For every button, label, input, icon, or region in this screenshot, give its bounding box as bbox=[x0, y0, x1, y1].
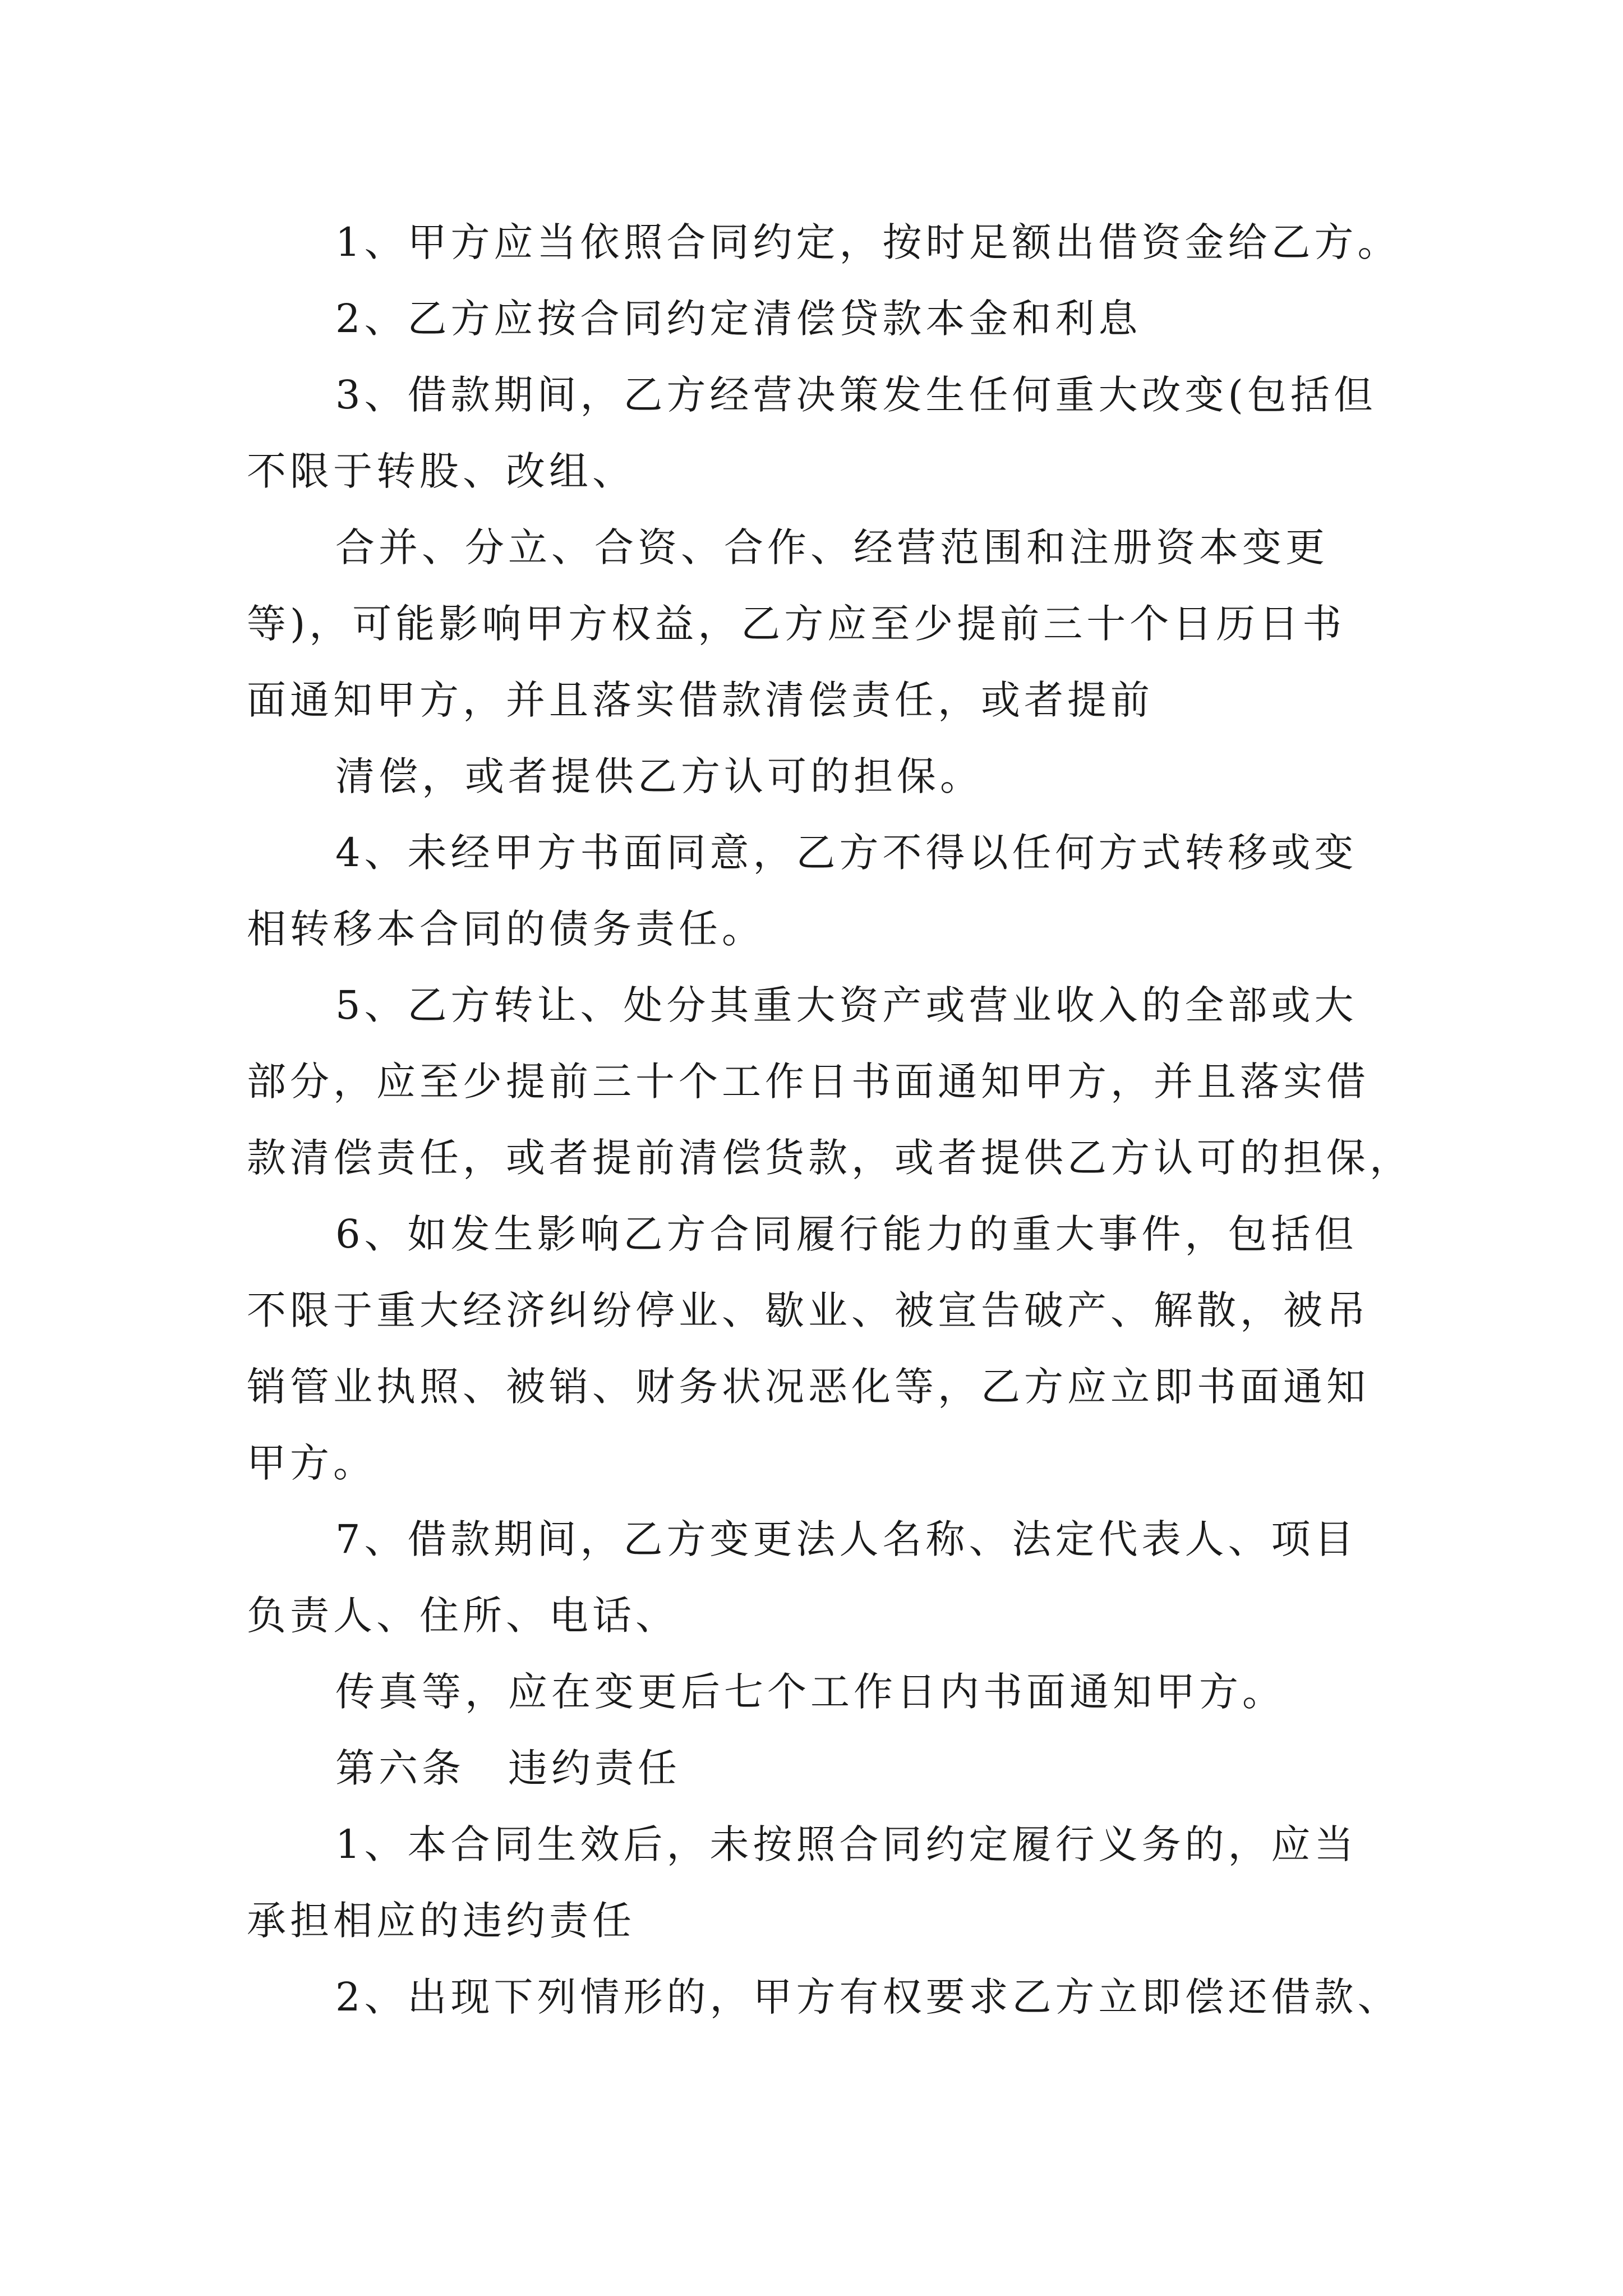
paragraph-line: 传真等，应在变更后七个工作日内书面通知甲方。 bbox=[335, 1669, 1285, 1715]
paragraph-line: 2、乙方应按合同约定清偿贷款本金和利息 bbox=[335, 296, 1142, 342]
paragraph-line: 不限于转股、改组、 bbox=[247, 448, 635, 494]
paragraph-line: 甲方。 bbox=[247, 1440, 376, 1486]
paragraph-line: 负责人、住所、电话、 bbox=[247, 1593, 679, 1639]
paragraph-line: 面通知甲方，并且落实借款清偿责任，或者提前 bbox=[247, 677, 1154, 723]
paragraph-line: 1、本合同生效后，未按照合同约定履行义务的，应当 bbox=[335, 1821, 1358, 1867]
paragraph-line: 清偿，或者提供乙方认可的担保。 bbox=[335, 753, 983, 799]
paragraph-line: 部分，应至少提前三十个工作日书面通知甲方，并且落实借 bbox=[247, 1059, 1370, 1105]
paragraph-line: 相转移本合同的债务责任。 bbox=[247, 906, 765, 952]
paragraph-line: 款清偿责任，或者提前清偿货款，或者提供乙方认可的担保， bbox=[247, 1135, 1413, 1181]
paragraph-line: 7、借款期间，乙方变更法人名称、法定代表人、项目 bbox=[335, 1516, 1358, 1562]
section-heading: 第六条 违约责任 bbox=[335, 1745, 681, 1791]
paragraph-line: 承担相应的违约责任 bbox=[247, 1898, 635, 1944]
paragraph-line: 等)，可能影响甲方权益，乙方应至少提前三十个日历日书 bbox=[247, 601, 1346, 647]
paragraph-line: 3、借款期间，乙方经营决策发生任何重大改变(包括但 bbox=[335, 372, 1377, 418]
paragraph-line: 2、出现下列情形的，甲方有权要求乙方立即偿还借款、 bbox=[335, 1974, 1401, 2020]
paragraph-line: 6、如发生影响乙方合同履行能力的重大事件，包括但 bbox=[335, 1211, 1358, 1257]
paragraph-line: 5、乙方转让、处分其重大资产或营业收入的全部或大 bbox=[335, 982, 1358, 1028]
paragraph-line: 合并、分立、合资、合作、经营范围和注册资本变更 bbox=[335, 524, 1329, 570]
paragraph-line: 不限于重大经济纠纷停业、歇业、被宣告破产、解散，被吊 bbox=[247, 1287, 1370, 1333]
paragraph-line: 1、甲方应当依照合同约定，按时足额出借资金给乙方。 bbox=[335, 219, 1401, 265]
paragraph-line: 4、未经甲方书面同意，乙方不得以任何方式转移或变 bbox=[335, 830, 1358, 876]
paragraph-line: 销管业执照、被销、财务状况恶化等，乙方应立即书面通知 bbox=[247, 1364, 1370, 1410]
